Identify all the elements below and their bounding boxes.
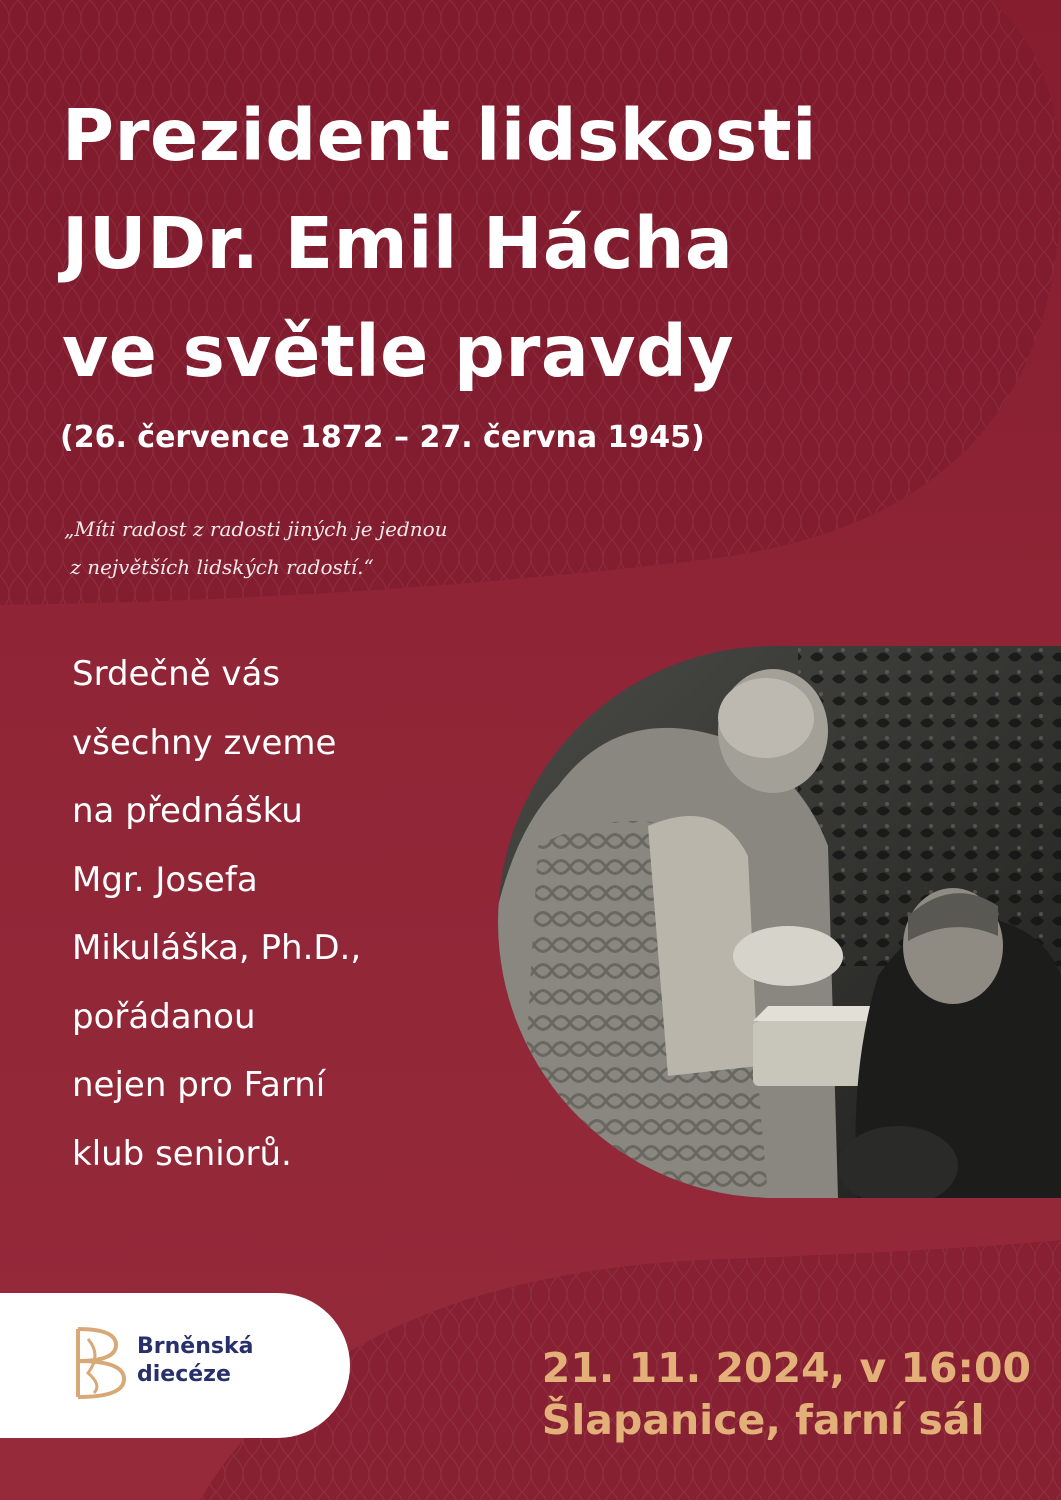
organizer-name bbox=[137, 1333, 253, 1389]
historical-photo bbox=[498, 646, 1061, 1198]
invitation-line: Mgr. Josefa bbox=[72, 859, 258, 900]
diocese-logo-icon bbox=[72, 1325, 128, 1401]
organizer-name-line: Brněnská bbox=[137, 1334, 254, 1359]
invitation-line: pořádanou bbox=[72, 996, 256, 1037]
organizer-name-line: diecéze bbox=[137, 1362, 231, 1387]
event-date-time: 21. 11. 2024, v 16:00 bbox=[541, 1344, 1031, 1392]
invitation-text bbox=[72, 640, 512, 1188]
title-line: ve světle pravdy bbox=[62, 310, 735, 393]
invitation-line: nejen pro Farní bbox=[72, 1065, 326, 1105]
event-place: Šlapanice, farní sál bbox=[541, 1396, 985, 1444]
invitation-line: na přednášku bbox=[72, 791, 303, 831]
invitation-line: Mikuláška, Ph.D., bbox=[72, 928, 362, 968]
poster-title bbox=[62, 82, 1042, 406]
quote-line: „Míti radost z radosti jiných je jednou bbox=[64, 517, 448, 541]
invitation-line: všechny zveme bbox=[72, 722, 337, 763]
invitation-line: klub seniorů. bbox=[72, 1133, 292, 1174]
title-line: Prezident lidskosti bbox=[62, 94, 817, 177]
quote bbox=[64, 510, 624, 586]
life-dates: (26. července 1872 – 27. června 1945) bbox=[60, 420, 705, 455]
historical-photo-icon bbox=[498, 646, 1061, 1198]
organizer-logo-box bbox=[0, 1293, 350, 1438]
invitation-line: Srdečně vás bbox=[72, 654, 281, 694]
event-info bbox=[542, 1342, 1031, 1446]
quote-line: z největších lidských radostí.“ bbox=[64, 555, 374, 579]
title-line: JUDr. Emil Hácha bbox=[62, 202, 734, 285]
